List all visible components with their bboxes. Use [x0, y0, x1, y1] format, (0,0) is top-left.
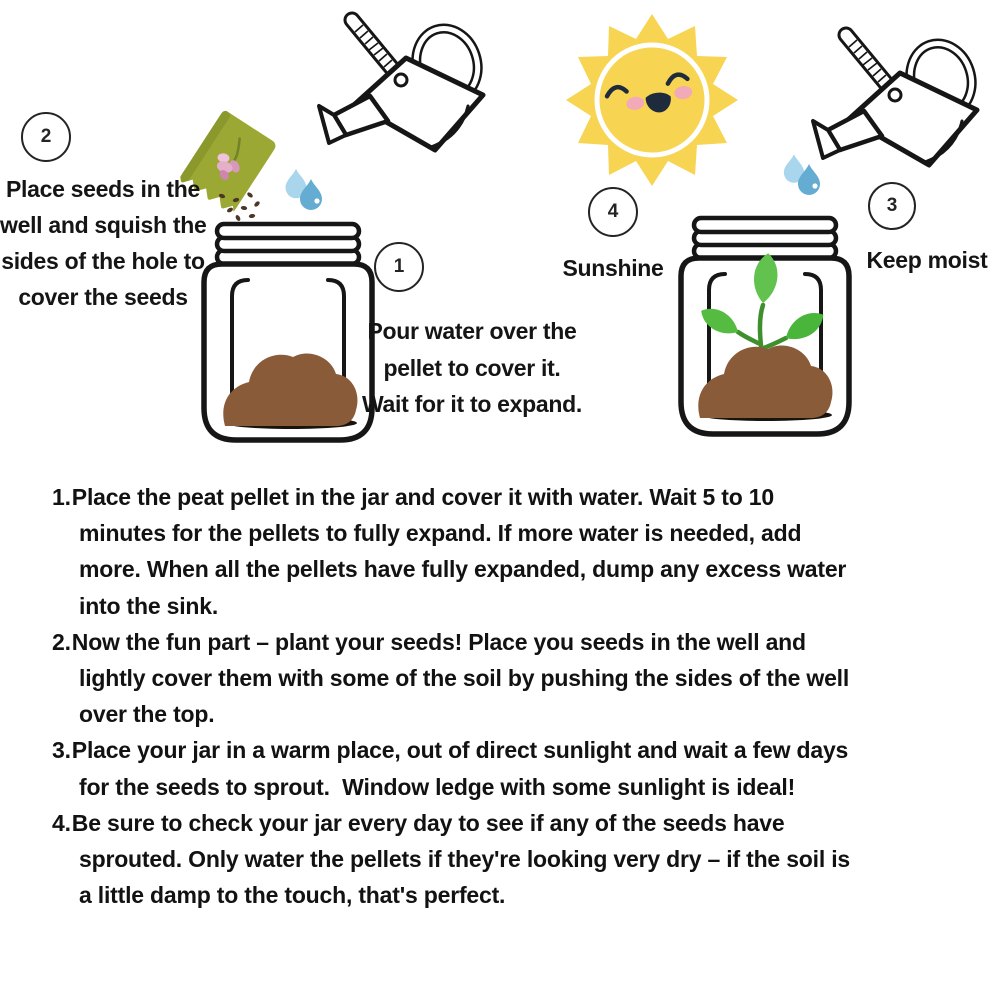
instruction-text: more. When all the pellets have fully expanded, dump any excess water — [79, 556, 847, 583]
instruction-text: over the top. — [79, 701, 215, 728]
watering-can-icon — [319, 20, 487, 150]
instruction-text: lightly cover them with some of the soil by pushing the sides of the well — [79, 665, 850, 692]
instruction-number: 4. — [52, 809, 71, 836]
instruction-item — [52, 732, 992, 804]
watering-can-icon — [813, 35, 981, 165]
instruction-text: sprouted. Only water the pellets if they're looking very dry – if the soil is — [79, 846, 850, 873]
instruction-text: Be sure to check your jar every day to see if any of the seeds have — [71, 809, 785, 836]
instruction-item — [52, 805, 992, 914]
sun-icon — [566, 14, 738, 186]
step-badge-3 — [868, 182, 916, 230]
step-number: 2 — [40, 126, 52, 147]
instruction-text: minutes for the pellets to fully expand. If more water is needed, add — [79, 520, 802, 547]
water-drops-icon — [286, 169, 322, 210]
instruction-number: 3. — [52, 737, 71, 764]
step-badge-1 — [374, 242, 424, 292]
instruction-list — [52, 479, 992, 913]
instruction-text: for the seeds to sprout. Window ledge with some sunlight is ideal! — [79, 773, 796, 800]
mason-jar-soil-icon — [204, 224, 372, 440]
instruction-text: a little damp to the touch, that's perfect. — [79, 882, 506, 909]
step-number: 3 — [886, 195, 898, 216]
step-caption-2: Place seeds in the well and squish the sides of the hole to cover the seeds — [0, 176, 207, 310]
step-badge-4 — [588, 187, 638, 237]
instruction-number: 2. — [52, 628, 71, 655]
water-drops-icon — [784, 154, 820, 195]
step-number: 1 — [393, 256, 405, 277]
instruction-text: Now the fun part – plant your seeds! Place you seeds in the well and — [71, 628, 806, 655]
instruction-number: 1. — [52, 484, 71, 510]
instruction-item — [52, 624, 992, 733]
step-number: 4 — [607, 201, 619, 222]
instruction-text: Place your jar in a warm place, out of direct sunlight and wait a few days — [71, 737, 849, 764]
step-caption-1: Pour water over the pellet to cover it. Wait for it to expand. — [362, 318, 582, 417]
instruction-text: into the sink. — [79, 592, 219, 619]
instruction-item — [52, 479, 992, 624]
step-caption-3: Keep moist — [866, 247, 988, 273]
step-caption-4: Sunshine — [562, 255, 664, 281]
mason-jar-sprout-icon — [681, 218, 849, 434]
step-badge-2 — [21, 112, 71, 162]
instruction-text: Place the peat pellet in the jar and cover it with water. Wait 5 to 10 — [71, 484, 774, 510]
